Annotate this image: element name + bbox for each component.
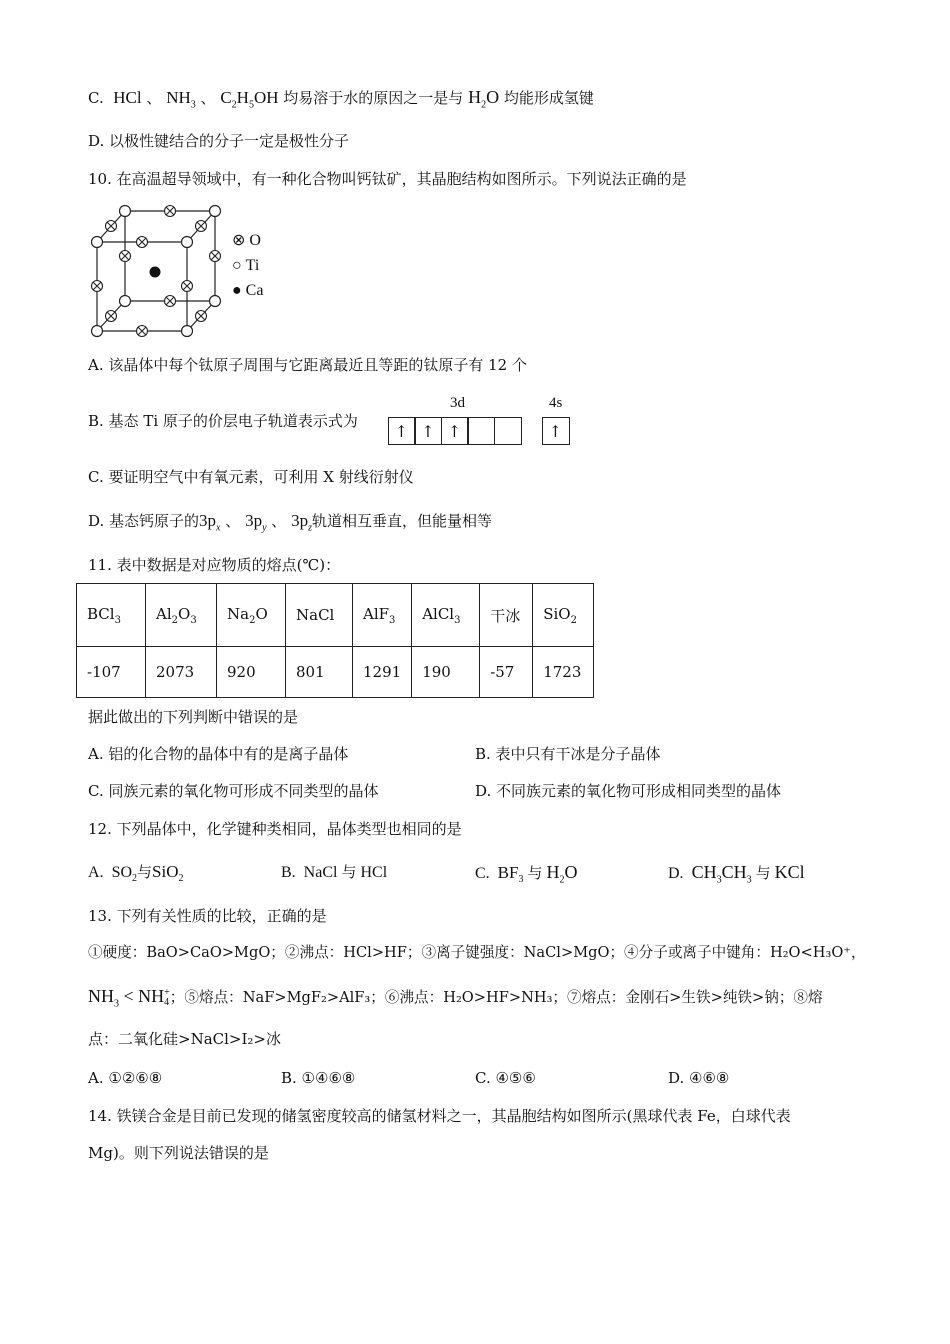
orbital-4s-boxes — [543, 417, 570, 445]
formula-h2o: $H_2O$ — [468, 87, 500, 111]
q10-stem: 10. 在高温超导领域中，有一种化合物叫钙钛矿，其晶胞结构如图所示。下列说法正确的是 — [88, 170, 687, 188]
table-header-cell: AlF$_3$ — [353, 584, 412, 647]
o-atom — [137, 237, 148, 248]
ti-atom — [182, 326, 193, 337]
o-atom — [210, 251, 221, 262]
orbital-3d-boxes — [389, 417, 522, 445]
table-header-cell: $Na_2O$ — [217, 584, 286, 647]
ti-atom — [210, 296, 221, 307]
ca-atom — [150, 267, 161, 278]
legend-ti: ○ Ti — [232, 257, 260, 274]
ti-atom — [120, 296, 131, 307]
q11-option-c[interactable]: C. 同族元素的氧化物可形成不同类型的晶体 — [88, 782, 379, 800]
table-header-cell: 干冰 — [480, 584, 533, 647]
q12-stem: 12. 下列晶体中，化学键种类相同，晶体类型也相同的是 — [88, 820, 462, 838]
q11-option-a[interactable]: A. 铝的化合物的晶体中有的是离子晶体 — [88, 745, 349, 763]
orbital-box: ↑ — [414, 417, 442, 445]
q10-option-c[interactable]: C. 要证明空气中有氧元素，可利用 X 射线衍射仪 — [88, 468, 414, 486]
formula-3py: $3p_y$ — [245, 511, 267, 534]
q13-option-d[interactable]: D. ④⑥⑧ — [668, 1069, 730, 1087]
q12-option-b[interactable]: B. NaCl 与 HCl — [281, 863, 388, 881]
orbital-box: ↑ — [542, 417, 570, 445]
q10-option-a[interactable]: A. 该晶体中每个钛原子周围与它距离最近且等距的钛原子有 12 个 — [88, 356, 527, 374]
q13-statements-line1: ①硬度：BaO>CaO>MgO；②沸点：HCl>HF；③离子键强度：NaCl>MgO；④分子或离子中键角：H₂O<H₃O⁺， — [88, 944, 866, 961]
ti-atom — [92, 237, 103, 248]
o-atom — [120, 251, 131, 262]
q10-option-b[interactable]: B. 基态 Ti 原子的价层电子轨道表示式为 — [88, 412, 358, 430]
q13-option-c[interactable]: C. ④⑤⑥ — [475, 1069, 536, 1087]
table-header-cell: NaCl — [286, 584, 353, 647]
formula-3px: $3p_x$ — [199, 511, 221, 534]
table-value-cell: -107 — [77, 647, 146, 698]
orbital-box — [467, 417, 495, 445]
q13-statements-line2: $NH_3$ < NH + 4 ；⑤熔点：NaF>MgF₂>AlF₃；⑥沸点：H₂O>HF>NH₃；⑦熔点：金刚石>生铁>纯铁>钠；⑧熔 — [88, 986, 823, 1010]
o-atom — [92, 281, 103, 292]
table-value-cell: 1291 — [353, 647, 412, 698]
q14-stem-line1: 14. 铁镁合金是目前已发现的储氢密度较高的储氢材料之一，其晶胞结构如图所示(黑球代表 Fe，白球代表 — [88, 1107, 791, 1125]
o-atom — [196, 311, 207, 322]
o-atom — [182, 281, 193, 292]
q14-stem-line2: Mg)。则下列说法错误的是 — [88, 1144, 269, 1162]
table-value-cell: 801 — [286, 647, 353, 698]
table-value-cell: 1723 — [533, 647, 594, 698]
formula-c2h5oh: $C_2H_5OH$ — [220, 88, 279, 111]
melting-point-table — [76, 583, 594, 698]
q11-option-d[interactable]: D. 不同族元素的氧化物可形成相同类型的晶体 — [475, 782, 782, 800]
o-atom — [196, 221, 207, 232]
o-atom — [106, 221, 117, 232]
q13-stem: 13. 下列有关性质的比较，正确的是 — [88, 907, 327, 925]
q12-option-a[interactable]: A. $SO_2$与SiO$_2$ — [88, 862, 184, 885]
q13-statements-line3: 点：二氧化硅>NaCl>I₂>冰 — [88, 1030, 281, 1048]
orbital-box: ↑ — [388, 417, 416, 445]
table-value-cell: 2073 — [146, 647, 217, 698]
o-atom — [106, 311, 117, 322]
diagram-legend — [232, 228, 263, 303]
legend-o: ⊗ O — [232, 232, 261, 249]
ti-atom — [210, 206, 221, 217]
q10-option-d[interactable]: D. 基态钙原子的$3p_x$ 、 $3p_y$ 、 $3p_z$轨道相互垂直，但能量相等 — [88, 511, 493, 534]
table-value-cell: -57 — [480, 647, 533, 698]
orbital-4s-label: 4s — [549, 395, 563, 411]
table-header-cell: BCl$_3$ — [77, 584, 146, 647]
orbital-3d-label: 3d — [450, 395, 465, 411]
q13-option-b[interactable]: B. ①④⑥⑧ — [281, 1069, 356, 1087]
q12-option-c[interactable]: C. $BF_3$ 与 $H_2O$ — [475, 862, 578, 886]
o-atom — [165, 206, 176, 217]
q9-option-d[interactable]: D. 以极性键结合的分子一定是极性分子 — [88, 132, 350, 150]
formula-nh3: $NH_3$ — [166, 88, 196, 111]
orbital-box — [494, 417, 522, 445]
orbital-box: ↑ — [441, 417, 469, 445]
table-value-cell: 920 — [217, 647, 286, 698]
o-atom — [137, 326, 148, 337]
q11-followup: 据此做出的下列判断中错误的是 — [88, 708, 299, 726]
q12-option-d[interactable]: D. $CH_3CH_3$ 与 KCl — [668, 862, 805, 886]
table-header-cell: SiO$_2$ — [533, 584, 594, 647]
table-header-cell: AlCl$_3$ — [412, 584, 480, 647]
table-header-cell: $Al_2O_3$ — [146, 584, 217, 647]
q9-option-c[interactable]: C. HCl 、 $NH_3$ 、 $C_2H_5OH$ 均易溶于水的原因之一是与 $H_2O$ 均能形成氢键 — [88, 87, 594, 111]
q13-option-a[interactable]: A. ①②⑥⑧ — [88, 1069, 163, 1087]
q11-stem: 11. 表中数据是对应物质的熔点(℃)： — [88, 556, 341, 574]
ti-atom — [120, 206, 131, 217]
ti-atom — [182, 237, 193, 248]
q11-option-b[interactable]: B. 表中只有干冰是分子晶体 — [475, 745, 661, 763]
legend-ca: ● Ca — [232, 282, 264, 299]
table-value-cell: 190 — [412, 647, 480, 698]
o-atom — [165, 296, 176, 307]
formula-3pz: $3p_z$ — [291, 511, 312, 534]
ti-atom — [92, 326, 103, 337]
